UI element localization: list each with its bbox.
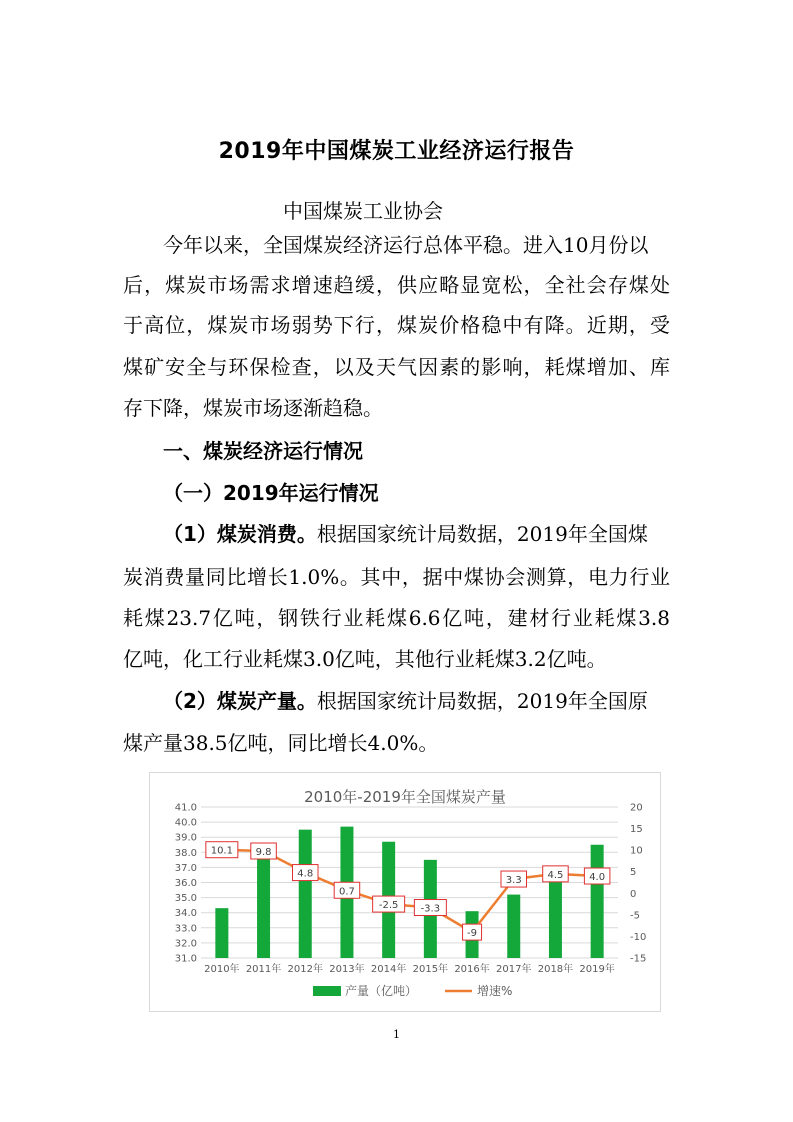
left-axis-tick-label: 37.0 — [174, 862, 197, 874]
left-axis-tick-label: 38.0 — [174, 847, 197, 859]
left-axis-tick-label: 39.0 — [174, 832, 197, 844]
production-bar — [507, 895, 520, 958]
intro-line-3: 于高位，煤炭市场弱势下行，煤炭价格稳中有降。近期，受 — [123, 313, 670, 337]
item1-line-3: 耗煤23.7亿吨，钢铁行业耗煤6.6亿吨，建材行业耗煤3.8 — [123, 606, 670, 630]
left-axis-tick-label: 35.0 — [174, 893, 197, 905]
legend-bar-swatch — [313, 986, 341, 996]
item2-line-2: 煤产量38.5亿吨，同比增长4.0%。 — [123, 731, 439, 755]
production-bar — [257, 855, 270, 958]
document-title: 2019年中国煤炭工业经济运行报告 — [218, 139, 575, 164]
x-axis-tick-label: 2013年 — [329, 964, 365, 975]
x-axis-tick-label: 2018年 — [537, 964, 574, 975]
intro-line-1: 今年以来，全国煤炭经济运行总体平稳。进入10月份以 — [163, 233, 649, 257]
left-axis-tick-label: 31.0 — [174, 953, 197, 965]
x-axis-tick-label: 2010年 — [204, 964, 240, 975]
production-bar — [215, 908, 228, 958]
item2-first-rest: 根据国家统计局数据，2019年全国原 — [316, 689, 648, 713]
growth-rate-data-label: 10.1 — [210, 845, 233, 857]
growth-rate-line — [222, 850, 597, 932]
item2-label: （2）煤炭产量。 — [163, 689, 317, 713]
page-number: 1 — [393, 1028, 400, 1041]
author-line: 中国煤炭工业协会 — [283, 199, 443, 223]
production-bar — [549, 870, 562, 958]
growth-rate-data-label: -2.5 — [378, 900, 399, 912]
coal-production-chart — [149, 772, 661, 1012]
legend-bar-label: 产量（亿吨） — [345, 984, 418, 998]
right-axis-tick-label: -5 — [630, 910, 640, 922]
production-bar — [299, 830, 312, 958]
left-axis-tick-label: 36.0 — [174, 878, 197, 889]
right-axis-tick-label: -10 — [630, 931, 647, 943]
left-axis-tick-label: 32.0 — [174, 938, 197, 950]
right-axis-tick-label: 20 — [630, 802, 643, 814]
growth-rate-data-label: 3.3 — [505, 875, 522, 887]
x-axis-tick-label: 2019年 — [579, 964, 615, 975]
x-axis-tick-label: 2017年 — [496, 964, 532, 975]
growth-rate-data-label: 0.7 — [338, 886, 355, 898]
item1-label: （1）煤炭消费。 — [163, 522, 317, 546]
item1-line-4: 亿吨，化工行业耗煤3.0亿吨，其他行业耗煤3.2亿吨。 — [123, 647, 607, 671]
growth-rate-data-label: 9.8 — [255, 847, 272, 859]
item1-first-line — [163, 522, 648, 546]
left-axis-tick-label: 40.0 — [174, 817, 197, 829]
left-axis-tick-label: 41.0 — [174, 802, 197, 814]
right-axis-tick-label: 10 — [630, 845, 643, 857]
x-axis-tick-label: 2016年 — [454, 964, 490, 975]
growth-rate-data-label: -9 — [467, 928, 478, 940]
right-axis-tick-label: -15 — [630, 953, 647, 965]
intro-line-5: 存下降，煤炭市场逐渐趋稳。 — [123, 396, 383, 420]
right-axis-tick-label: 5 — [630, 867, 637, 879]
growth-rate-data-label: 4.0 — [589, 872, 606, 884]
right-axis-tick-label: 0 — [630, 888, 637, 900]
item1-line-2: 炭消费量同比增长1.0%。其中，据中煤协会测算，电力行业 — [123, 565, 670, 589]
growth-rate-data-label: 4.8 — [297, 868, 314, 880]
legend-line-label: 增速% — [477, 984, 513, 998]
growth-rate-data-label: -3.3 — [420, 903, 441, 915]
production-bar — [591, 845, 604, 958]
chart-title: 2010年-2019年全国煤炭产量 — [304, 788, 506, 806]
x-axis-tick-label: 2012年 — [287, 964, 323, 975]
item1-first-rest: 根据国家统计局数据，2019年全国煤 — [316, 522, 648, 546]
right-axis-tick-label: 15 — [630, 824, 643, 836]
x-axis-tick-label: 2015年 — [412, 964, 449, 975]
section-heading: 一、煤炭经济运行情况 — [163, 439, 363, 463]
item2-first-line — [163, 689, 648, 713]
subsection-heading: （一）2019年运行情况 — [163, 481, 379, 505]
x-axis-tick-label: 2011年 — [245, 964, 282, 975]
left-axis-tick-label: 33.0 — [174, 923, 197, 935]
x-axis-tick-label: 2014年 — [370, 964, 407, 975]
left-axis-tick-label: 34.0 — [174, 908, 197, 920]
intro-line-2: 后，煤炭市场需求增速趋缓，供应略显宽松，全社会存煤处 — [123, 273, 670, 297]
chart-svg — [150, 773, 660, 1011]
intro-line-4: 煤矿安全与环保检查，以及天气因素的影响，耗煤增加、库 — [123, 355, 670, 379]
growth-rate-data-label: 4.5 — [547, 869, 564, 881]
